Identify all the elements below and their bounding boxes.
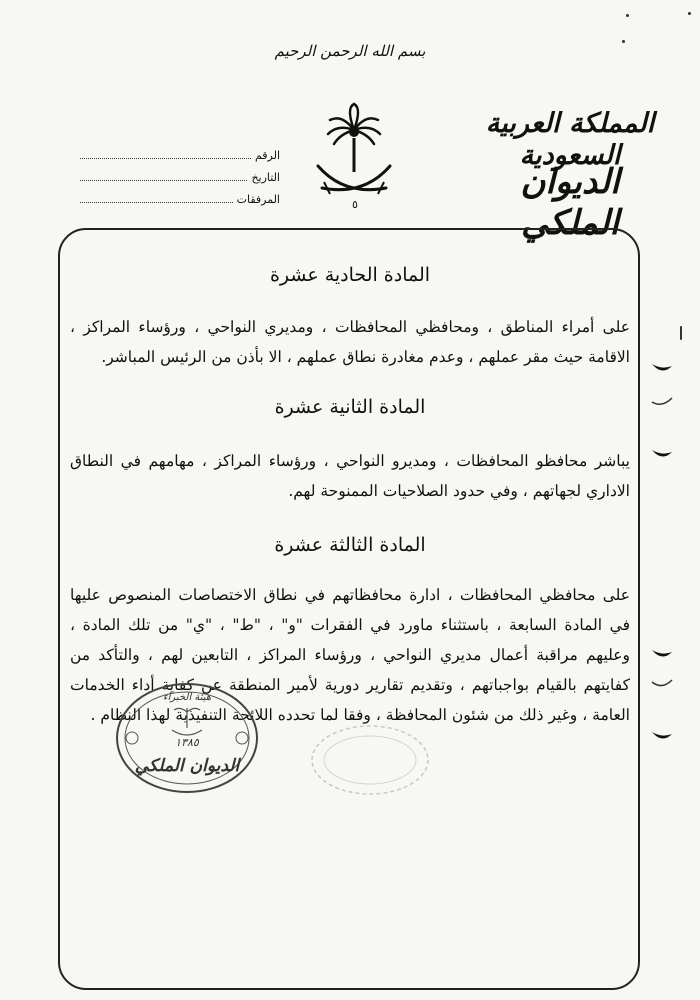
faint-stamp-icon [300, 720, 430, 800]
margin-mark-icon [650, 646, 674, 662]
margin-mark-icon [650, 360, 674, 376]
seal-top-text: هيئة الخبراء [162, 692, 212, 703]
article-13-heading: المادة الثالثة عشرة [274, 534, 426, 556]
kingdom-title: المملكة العربية السعودية [485, 108, 655, 172]
royal-court-title: الديوان الملكي [520, 162, 620, 243]
stray-mark [680, 326, 682, 340]
field-date-label: التاريخ [251, 171, 280, 184]
margin-mark-icon [650, 728, 674, 744]
stray-dot [622, 40, 625, 43]
basmala: بسم الله الرحمن الرحيم [274, 42, 426, 60]
article-11-heading: المادة الحادية عشرة [269, 264, 431, 286]
palm-swords-emblem-icon [304, 100, 404, 210]
margin-mark-icon [650, 446, 674, 462]
emblem-mark: ٥ [352, 198, 358, 210]
article-12-heading: المادة الثانية عشرة [274, 396, 426, 418]
reference-fields [80, 148, 280, 214]
seal-bottom-text: الديوان الملكي [134, 756, 240, 776]
field-number-label: الرقم [254, 149, 280, 162]
field-number [80, 148, 280, 170]
field-date-dots [80, 170, 247, 181]
field-date [80, 170, 280, 192]
field-attachments-label: المرفقات [236, 193, 280, 206]
royal-court-seal [112, 678, 262, 798]
field-attachments [80, 192, 280, 214]
article-11-text: على أمراء المناطق ، ومحافظي المحافظات ، ومديري النواحي ، ورؤساء المراكز ، الاقامة حيث مقر عملهم ، وعدم مغادرة نطاق عملهم ، الا بأذن من الرئيس المباشر. [70, 318, 630, 366]
stray-dot [688, 12, 691, 15]
seal-year: ١٣٨٥ [175, 736, 199, 749]
article-12-text: يباشر محافظو المحافظات ، ومديرو النواحي ، ورؤساء المراكز ، مهامهم في النطاق الاداري لجهاتهم ، وفي حدود الصلاحيات الممنوحة لهم. [70, 452, 630, 500]
field-attachments-dots [80, 192, 233, 203]
margin-mark-icon [650, 676, 674, 692]
field-number-dots [80, 148, 251, 159]
stray-dot [626, 14, 629, 17]
margin-mark-icon [650, 394, 674, 410]
article-13-text: على محافظي المحافظات ، ادارة محافظاتهم في نطاق الاختصاصات المنصوص عليها في المادة السابعة ، باستثناء ماورد في الفقرات "و" ، "ط" ، "ي" من تلك المادة ، وعليهم مراقبة أعمال مديري النواحي ، ورؤساء المراكز ، التابعين لهم ، والتأكد من كفايتهم بالقيام بواجباتهم ، وتقديم تقارير دورية لأمير المنطقة عن كفاية أداء الخدمات العامة ، وغير ذلك من شئون المحافظة ، وفقا لما تحدده اللائحة التنفيذية لهذا النظام . [70, 586, 630, 724]
